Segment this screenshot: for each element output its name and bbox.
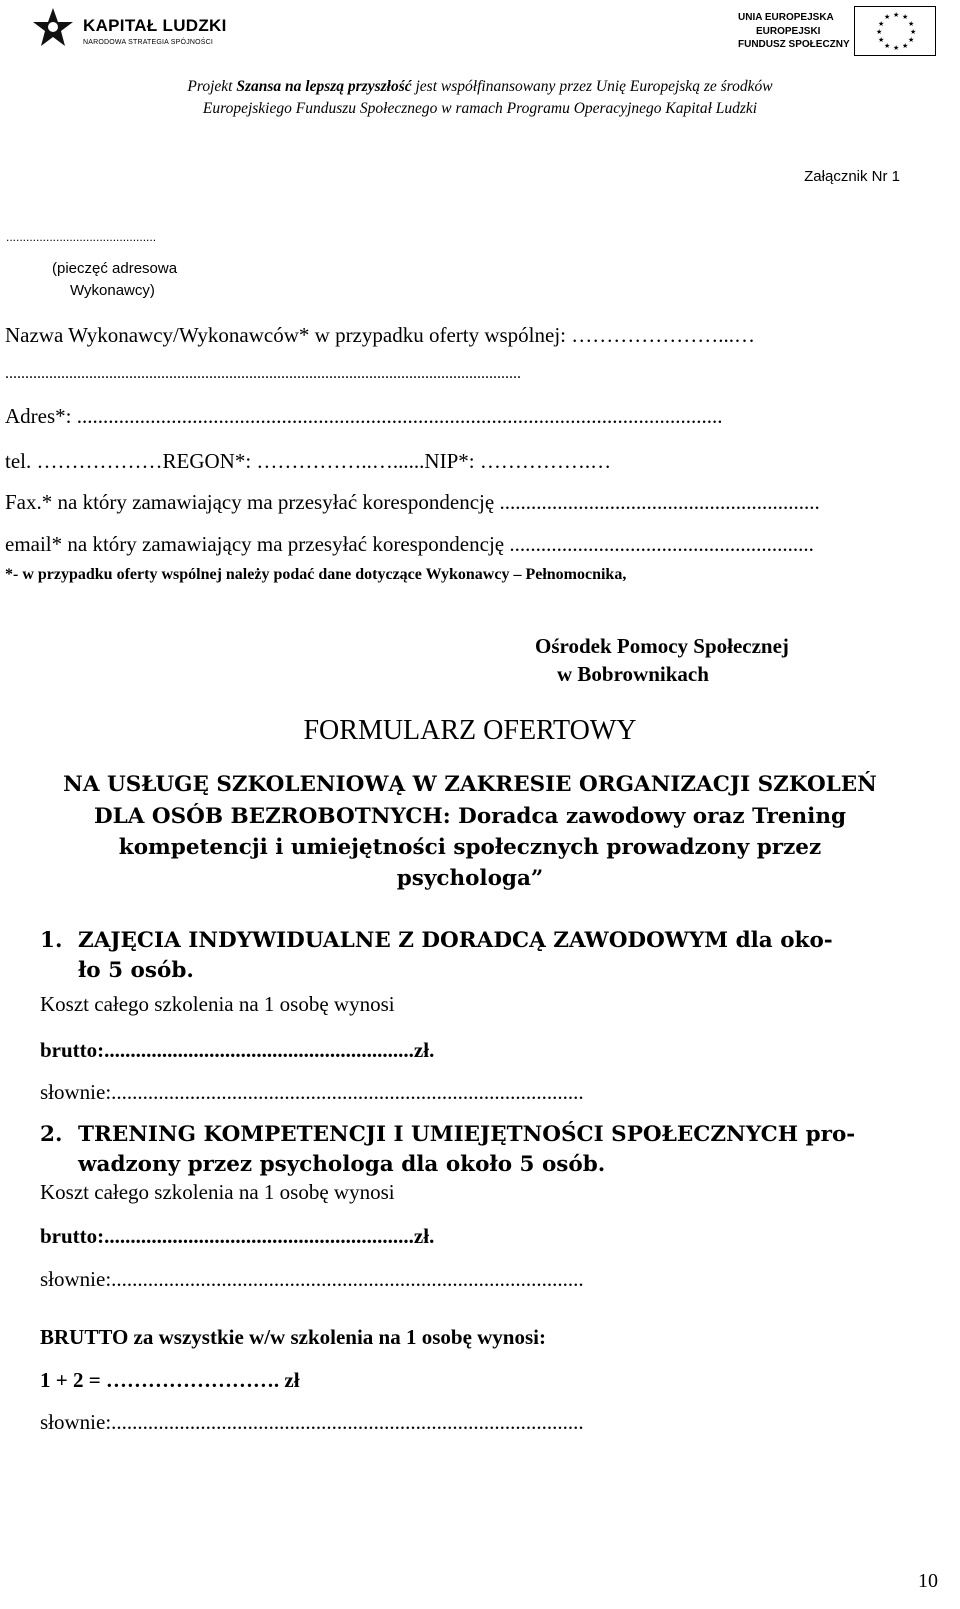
item-1-title-line-2: ło 5 osób. bbox=[78, 958, 194, 983]
svg-text:★: ★ bbox=[910, 28, 917, 36]
total-sum-field: 1 + 2 = ……………………. zł bbox=[40, 1368, 300, 1392]
kapital-ludzki-subtitle: NARODOWA STRATEGIA SPÓJNOŚCI bbox=[83, 39, 214, 46]
eu-flag-icon bbox=[854, 6, 936, 56]
joint-offer-note: *- w przypadku oferty wspólnej należy podać dane dotyczące Wykonawcy – Pełnomocnika, bbox=[5, 566, 627, 583]
subject-line-4: psychologa” bbox=[396, 866, 544, 891]
stamp-label-1: (pieczęć adresowa bbox=[52, 260, 178, 277]
svg-text:★: ★ bbox=[878, 36, 885, 44]
item-2-brutto-field: brutto:...........................................................zł. bbox=[40, 1224, 435, 1248]
svg-text:★: ★ bbox=[908, 36, 915, 44]
kapital-ludzki-emblem-icon bbox=[27, 6, 79, 52]
form-title: FORMULARZ OFERTOWY bbox=[303, 715, 637, 746]
svg-text:★: ★ bbox=[893, 11, 900, 19]
email-field: email* na który zamawiający ma przesyłać korespondencję .......................................................... bbox=[5, 532, 814, 556]
svg-text:★: ★ bbox=[878, 20, 885, 28]
total-words-field: słownie:.......................................................................................... bbox=[40, 1410, 584, 1434]
project-line-2: Europejskiego Funduszu Społecznego w ramach Programu Operacyjnego Kapitał Ludzki bbox=[202, 100, 758, 117]
recipient-line-2: w Bobrownikach bbox=[557, 662, 709, 686]
project-suffix: jest współfinansowany przez Unię Europejską ze środków bbox=[411, 78, 773, 95]
svg-text:★: ★ bbox=[876, 28, 883, 36]
recipient-line-1: Ośrodek Pomocy Społecznej bbox=[535, 634, 789, 658]
contractor-name-continuation: ................................................................................................................................. bbox=[5, 365, 521, 382]
item-2-title-line-2: wadzony przez psychologa dla około 5 osób. bbox=[78, 1152, 606, 1177]
item-1-number: 1. bbox=[40, 928, 63, 953]
eu-logo-line1: UNIA EUROPEJSKA bbox=[738, 12, 834, 23]
kapital-ludzki-logo bbox=[27, 6, 227, 52]
project-line-1 bbox=[0, 78, 960, 96]
eu-logo-line2: EUROPEJSKI bbox=[756, 26, 821, 37]
svg-text:★: ★ bbox=[884, 42, 891, 50]
item-2-cost-label: Koszt całego szkolenia na 1 osobę wynosi bbox=[40, 1180, 395, 1204]
item-1-cost-label: Koszt całego szkolenia na 1 osobę wynosi bbox=[40, 992, 395, 1016]
subject-line-3: kompetencji i umiejętności społecznych prowadzony przez bbox=[118, 835, 822, 860]
item-2-words-field: słownie:.......................................................................................... bbox=[40, 1267, 584, 1291]
contractor-name-field: Nazwa Wykonawcy/Wykonawców* w przypadku oferty wspólnej: …………………...… bbox=[5, 323, 756, 347]
stamp-label-2: Wykonawcy) bbox=[70, 282, 155, 299]
svg-text:★: ★ bbox=[902, 13, 909, 21]
phone-regon-nip-field: tel. ………………REGON*: ……………..…......NIP*: …………….… bbox=[5, 449, 612, 473]
svg-text:★: ★ bbox=[884, 13, 891, 21]
item-2-title-line-1: TRENING KOMPETENCJI I UMIEJĘTNOŚCI SPOŁECZNYCH pro- bbox=[78, 1122, 856, 1147]
subject-line-2: DLA OSÓB BEZROBOTNYCH: Doradca zawodowy oraz Trening bbox=[93, 804, 847, 829]
item-2-number: 2. bbox=[40, 1122, 63, 1147]
item-1-brutto-field: brutto:...........................................................zł. bbox=[40, 1038, 435, 1062]
svg-text:★: ★ bbox=[902, 42, 909, 50]
stamp-dots: ............................................. bbox=[6, 230, 157, 244]
svg-text:★: ★ bbox=[893, 44, 900, 52]
eu-logo-line3: FUNDUSZ SPOŁECZNY bbox=[738, 39, 850, 50]
annex-label: Załącznik Nr 1 bbox=[804, 168, 900, 185]
kapital-ludzki-name: KAPITAŁ LUDZKI bbox=[83, 16, 227, 35]
total-label: BRUTTO za wszystkie w/w szkolenia na 1 osobę wynosi: bbox=[40, 1325, 546, 1349]
project-prefix: Projekt bbox=[187, 78, 237, 95]
item-1-title-line-1: ZAJĘCIA INDYWIDUALNE Z DORADCĄ ZAWODOWYM dla oko- bbox=[78, 928, 833, 953]
subject-line-1: NA USŁUGĘ SZKOLENIOWĄ W ZAKRESIE ORGANIZACJI SZKOLEŃ bbox=[63, 772, 877, 797]
address-field: Adres*: ........................................................................................................................... bbox=[5, 404, 723, 428]
project-name: Szansa na lepszą przyszłość bbox=[236, 78, 412, 95]
item-1-words-field: słownie:.......................................................................................... bbox=[40, 1080, 584, 1104]
svg-text:★: ★ bbox=[908, 20, 915, 28]
page-number: 10 bbox=[918, 1570, 938, 1592]
eu-logo bbox=[738, 6, 938, 56]
fax-field: Fax.* na który zamawiający ma przesyłać korespondencję ............................................................. bbox=[5, 490, 820, 514]
